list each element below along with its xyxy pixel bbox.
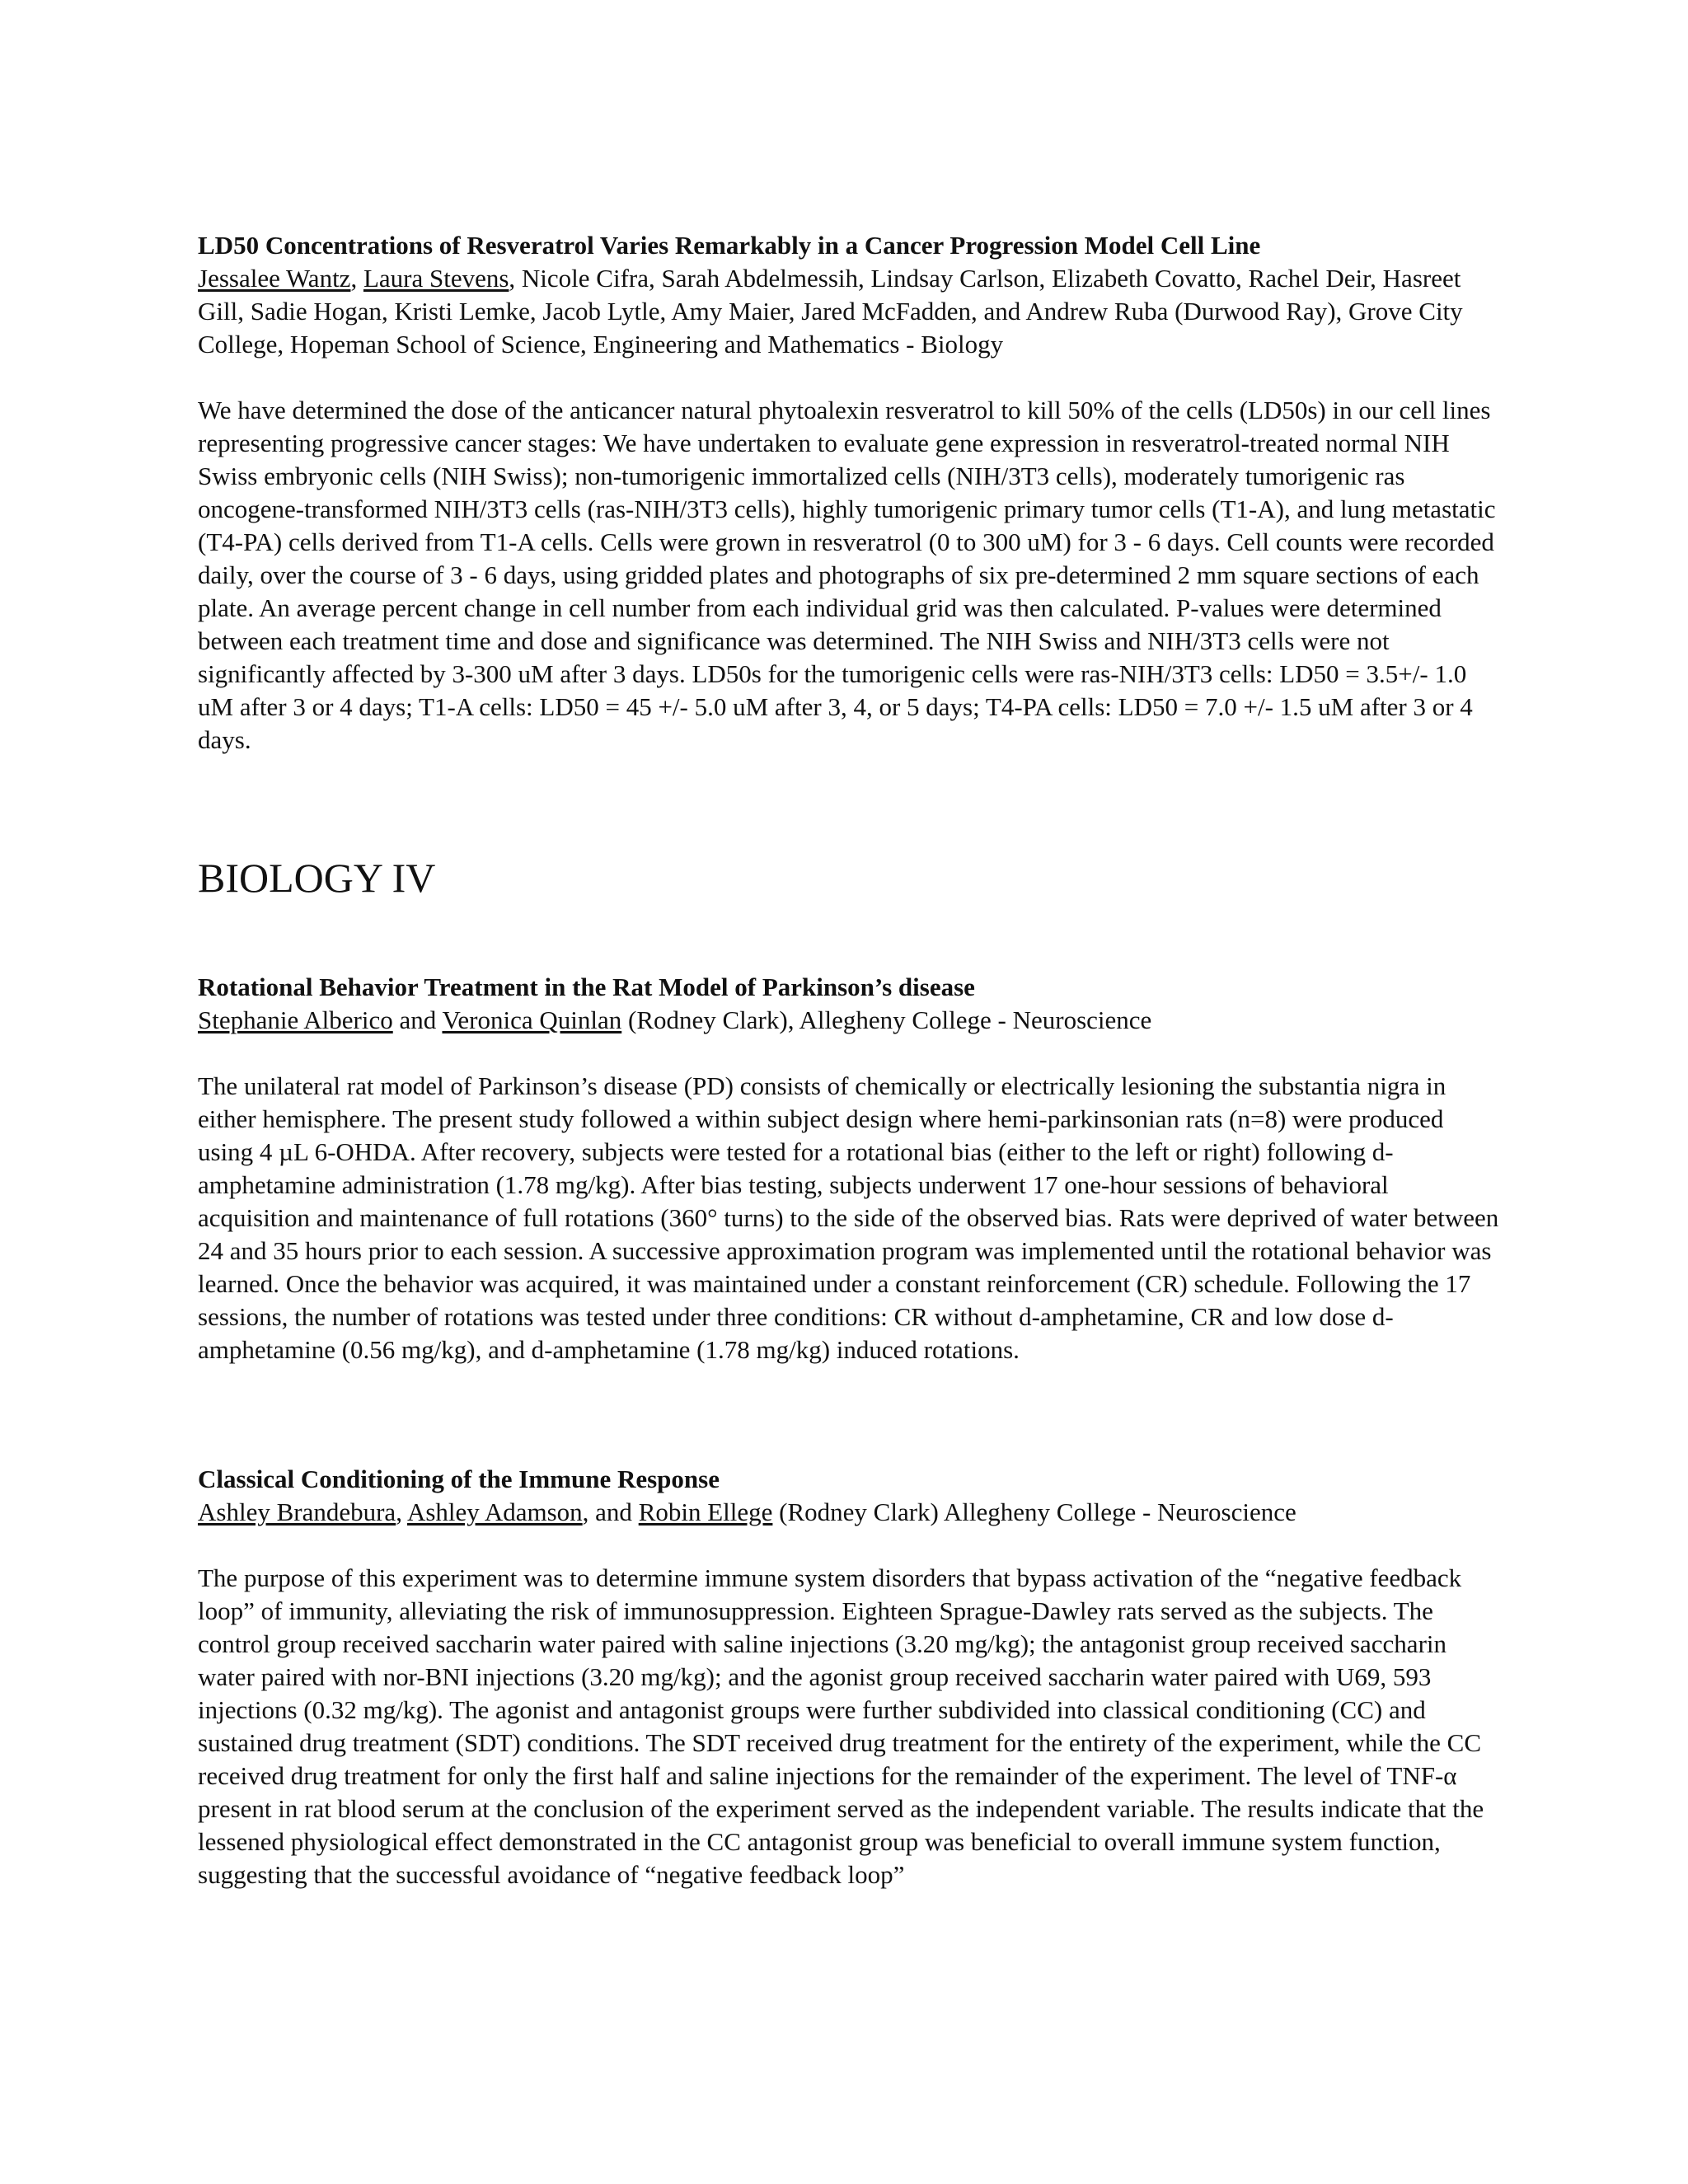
abstract-resveratrol: [198, 229, 1500, 757]
abstract-body: The unilateral rat model of Parkinson’s disease (PD) consists of chemically or electrically lesioning the substantia nigra in either hemisphere. The present study followed a within subject design where hemi-parkinsonian rats (n=8) were produced using 4 µL 6-OHDA. After recovery, subjects were tested for a rotational bias (either to the left or right) following d-amphetamine administration (1.78 mg/kg). After bias testing, subjects underwent 17 one-hour sessions of behavioral acquisition and maintenance of full rotations (360° turns) to the side of the observed bias. Rats were deprived of water between 24 and 35 hours prior to each session. A successive approximation program was implemented until the rotational behavior was learned. Once the behavior was acquired, it was maintained under a constant reinforcement (CR) schedule. Following the 17 sessions, the number of rotations was tested under three conditions: CR without d-amphetamine, CR and low dose d-amphetamine (0.56 mg/kg), and d-amphetamine (1.78 mg/kg) induced rotations.: [198, 1071, 1499, 1364]
authors-rest: (Rodney Clark), Allegheny College - Neuroscience: [621, 1005, 1152, 1034]
abstract-title: Rotational Behavior Treatment in the Rat Model of Parkinson’s disease: [198, 972, 975, 1001]
author-separator: , and: [582, 1497, 639, 1526]
author-underlined: Veronica Quinlan: [442, 1005, 622, 1034]
author-underlined: Robin Ellege: [638, 1497, 773, 1526]
author-underlined: Ashley Brandebura: [198, 1497, 396, 1526]
abstract-authors: [198, 1496, 1500, 1529]
abstract-rotational-behavior: [198, 971, 1500, 1366]
author-separator: and: [392, 1005, 443, 1034]
abstract-title: LD50 Concentrations of Resveratrol Varies Remarkably in a Cancer Progression Model Cell Line: [198, 231, 1261, 260]
author-separator: ,: [350, 264, 363, 293]
abstract-classical-conditioning: [198, 1463, 1500, 1891]
author-underlined: Ashley Adamson: [406, 1497, 583, 1526]
abstract-body: The purpose of this experiment was to determine immune system disorders that bypass activation of the “negative feedback loop” of immunity, alleviating the risk of immunosuppression. Eighteen Sprague-Dawley rats served as the subjects. The control group received saccharin water paired with saline injections (3.20 mg/kg); the antagonist group received saccharin water paired with nor-BNI injections (3.20 mg/kg); and the agonist group received saccharin water paired with U69, 593 injections (0.32 mg/kg). The agonist and antagonist groups were further subdivided into classical conditioning (CC) and sustained drug treatment (SDT) conditions. The SDT received drug treatment for the entirety of the experiment, while the CC received drug treatment for only the first half and saline injections for the remainder of the experiment. The level of TNF-α present in rat blood serum at the conclusion of the experiment served as the independent variable. The results indicate that the lessened physiological effect demonstrated in the CC antagonist group was beneficial to overall immune system function, suggesting that the successful avoidance of “negative feedback loop”: [198, 1563, 1484, 1889]
author-underlined: Stephanie Alberico: [198, 1005, 393, 1034]
author-separator: ,: [396, 1497, 407, 1526]
authors-rest: , Nicole Cifra, Sarah Abdelmessih, Lindsay Carlson, Elizabeth Covatto, Rachel Deir, Hasreet Gill, Sadie Hogan, Kristi Lemke, Jacob Lytle, Amy Maier, Jared McFadden, and Andrew Ruba (Durwood Ray), Grove City College, Hopeman School of Science, Engineering and Mathematics - Biology: [198, 264, 1463, 359]
section-heading: BIOLOGY IV: [198, 855, 436, 901]
author-underlined: Jessalee Wantz: [198, 264, 351, 293]
abstract-authors: [198, 1004, 1500, 1037]
abstract-authors: [198, 262, 1500, 361]
abstract-body: We have determined the dose of the anticancer natural phytoalexin resveratrol to kill 50% of the cells (LD50s) in our cell lines representing progressive cancer stages: We have undertaken to evaluate gene expression in resveratrol-treated normal NIH Swiss embryonic cells (NIH Swiss); non-tumorigenic immortalized cells (NIH/3T3 cells), moderately tumorigenic ras oncogene-transformed NIH/3T3 cells (ras-NIH/3T3 cells), highly tumorigenic primary tumor cells (T1-A), and lung metastatic (T4-PA) cells derived from T1-A cells. Cells were grown in resveratrol (0 to 300 uM) for 3 - 6 days. Cell counts were recorded daily, over the course of 3 - 6 days, using gridded plates and photographs of six pre-determined 2 mm square sections of each plate. An average percent change in cell number from each individual grid was then calculated. P-values were determined between each treatment time and dose and significance was determined. The NIH Swiss and NIH/3T3 cells were not significantly affected by 3-300 uM after 3 days. LD50s for the tumorigenic cells were ras-NIH/3T3 cells: LD50 = 3.5+/- 1.0 uM after 3 or 4 days; T1-A cells: LD50 = 45 +/- 5.0 uM after 3, 4, or 5 days; T4-PA cells: LD50 = 7.0 +/- 1.5 uM after 3 or 4 days.: [198, 396, 1496, 754]
abstract-title: Classical Conditioning of the Immune Response: [198, 1465, 720, 1493]
author-underlined: Laura Stevens: [363, 264, 509, 293]
authors-rest: (Rodney Clark) Allegheny College - Neuroscience: [772, 1497, 1296, 1526]
